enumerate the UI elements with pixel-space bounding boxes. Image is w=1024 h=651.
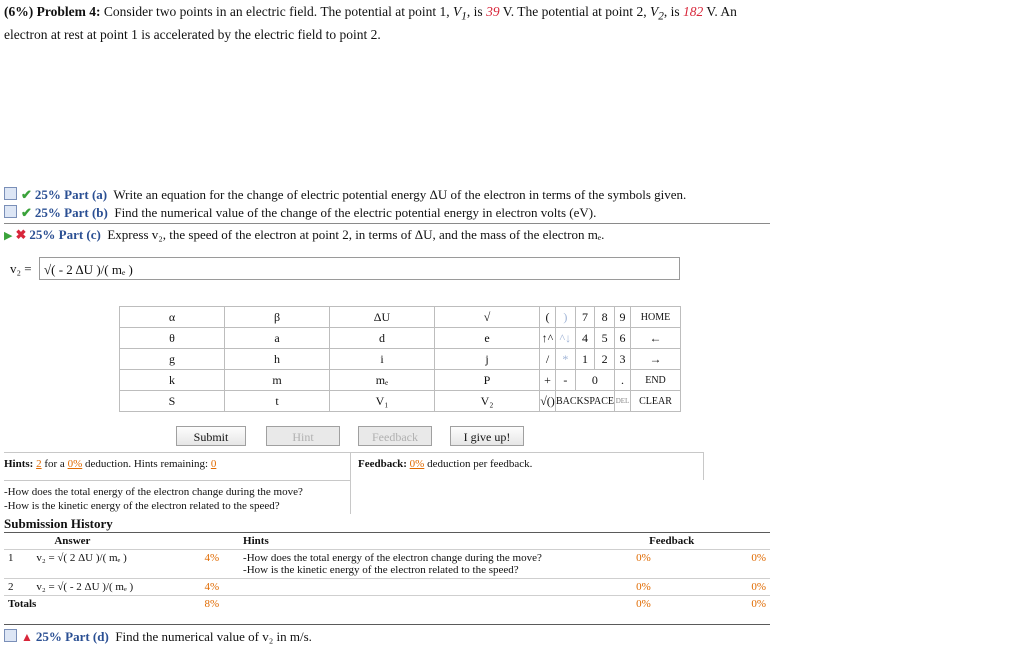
key-plus[interactable]: + xyxy=(540,370,556,391)
problem-text-1: Consider two points in an electric field. The potential at point 1, xyxy=(103,4,450,19)
key-g[interactable]: g xyxy=(120,349,225,370)
totals-hint-pct: 0% xyxy=(636,598,651,610)
history-fb-pct: 0% xyxy=(751,581,766,593)
submit-button[interactable]: Submit xyxy=(176,426,246,446)
key-v1[interactable]: V₁ xyxy=(330,391,435,412)
part-a-text: Write an equation for the change of electric potential energy ΔU of the electron in terms of the symbols given. xyxy=(113,187,687,202)
divider xyxy=(4,223,770,224)
part-c-text: Express v₂, the speed of the electron at point 2, in terms of ΔU, and the mass of the electron mₑ. xyxy=(107,227,605,242)
cross-icon: ✖ xyxy=(15,227,27,242)
hints-remaining: 0 xyxy=(210,458,217,470)
key-e[interactable]: e xyxy=(435,328,540,349)
key-multiply[interactable]: * xyxy=(556,349,576,370)
part-d-pct: 25% Part (d) xyxy=(35,629,109,644)
v1-value: 39 xyxy=(486,4,500,19)
hint-text-1: -How does the total energy of the electron change during the move? xyxy=(4,486,303,498)
key-s[interactable]: S xyxy=(120,391,225,412)
problem-text-2: , is xyxy=(466,4,483,19)
hint-text-2: -How is the kinetic energy of the electron related to the speed? xyxy=(4,500,280,512)
totals-row xyxy=(4,596,770,613)
problem-text-5: V. An electron at rest at point 1 is accelerated by the electric field to point 2. xyxy=(4,4,737,42)
part-b-text: Find the numerical value of the change of the electric potential energy in electron volts (eV). xyxy=(114,205,597,220)
history-answer: v₂ = √( - 2 ΔU )/( mₑ ) xyxy=(36,581,134,593)
problem-text-4: , is xyxy=(663,4,680,19)
key-7[interactable]: 7 xyxy=(575,307,595,328)
expand-icon[interactable] xyxy=(4,187,17,200)
key-alpha[interactable]: α xyxy=(120,307,225,328)
key-sqrt-paren[interactable]: √() xyxy=(540,391,556,412)
warning-icon: ▲ xyxy=(21,630,33,644)
key-clear[interactable]: CLEAR xyxy=(631,391,681,412)
history-fb-pct: 0% xyxy=(751,552,766,564)
history-hint-pct: 0% xyxy=(636,552,651,564)
key-p[interactable]: P xyxy=(435,370,540,391)
key-right-arrow[interactable]: → xyxy=(631,349,681,370)
key-divide[interactable]: / xyxy=(540,349,556,370)
divider xyxy=(4,480,350,481)
answer-input[interactable]: √( - 2 ΔU )/( mₑ ) xyxy=(39,257,680,280)
history-header-feedback: Feedback xyxy=(649,535,695,547)
hints-pct: 0% xyxy=(67,458,83,470)
give-up-button[interactable]: I give up! xyxy=(450,426,524,446)
key-theta[interactable]: θ xyxy=(120,328,225,349)
key-k[interactable]: k xyxy=(120,370,225,391)
history-hint-pct: 0% xyxy=(636,581,651,593)
problem-statement xyxy=(4,3,764,43)
history-answer: v₂ = √( 2 ΔU )/( mₑ ) xyxy=(36,552,127,564)
key-h[interactable]: h xyxy=(225,349,330,370)
key-delta-u[interactable]: ΔU xyxy=(330,307,435,328)
table-row: 2 v₂ = √( - 2 ΔU )/( mₑ ) 4% 0% 0% xyxy=(4,579,770,596)
key-j[interactable]: j xyxy=(435,349,540,370)
hint-button[interactable]: Hint xyxy=(266,426,340,446)
feedback-pct: 0% xyxy=(409,458,425,470)
v1-symbol: $V_1$ xyxy=(453,4,467,23)
key-d[interactable]: d xyxy=(330,328,435,349)
play-icon: ▶ xyxy=(4,230,13,242)
totals-pct: 8% xyxy=(204,598,220,610)
history-hints: -How does the total energy of the electron change during the move? -How is the kinetic energy of the electron related to the speed? xyxy=(243,552,542,576)
part-b-row[interactable] xyxy=(4,204,596,222)
key-del[interactable]: DEL xyxy=(615,391,631,412)
key-backspace[interactable]: BACKSPACE xyxy=(556,391,615,412)
table-row: 1 v₂ = √( 2 ΔU )/( mₑ ) 4% -How does the total energy of the electron change during the move? -How is the kinetic energy of the electron related to the speed? 0% 0% xyxy=(4,550,770,579)
history-header-hints: Hints xyxy=(243,535,269,547)
totals-label: Totals xyxy=(8,598,37,610)
key-6[interactable]: 6 xyxy=(615,328,631,349)
key-i[interactable]: i xyxy=(330,349,435,370)
key-superscript[interactable]: ↑^ xyxy=(540,328,556,349)
feedback-button[interactable]: Feedback xyxy=(358,426,432,446)
v2-symbol: $V_2$ xyxy=(649,4,664,23)
divider xyxy=(350,452,351,514)
history-pct: 4% xyxy=(204,552,220,564)
key-close-paren[interactable]: ) xyxy=(556,307,576,328)
divider xyxy=(4,624,770,625)
keypad xyxy=(119,306,681,412)
key-4[interactable]: 4 xyxy=(575,328,595,349)
collapse-icon[interactable] xyxy=(4,629,17,642)
feedback-summary: Feedback: 0% deduction per feedback. xyxy=(358,458,533,470)
part-c-pct: 25% Part (c) xyxy=(29,227,101,242)
history-table xyxy=(4,533,770,612)
key-9[interactable]: 9 xyxy=(615,307,631,328)
key-a[interactable]: a xyxy=(225,328,330,349)
key-v2[interactable]: V₂ xyxy=(435,391,540,412)
part-d-row[interactable] xyxy=(4,628,312,646)
history-header-answer: Answer xyxy=(54,535,91,547)
key-subscript[interactable]: ^↓ xyxy=(556,328,576,349)
key-1[interactable]: 1 xyxy=(575,349,595,370)
key-decimal[interactable]: . xyxy=(615,370,631,391)
key-t[interactable]: t xyxy=(225,391,330,412)
key-2[interactable]: 2 xyxy=(595,349,615,370)
part-a-pct: 25% Part (a) xyxy=(34,187,108,202)
key-m[interactable]: m xyxy=(225,370,330,391)
key-3[interactable]: 3 xyxy=(615,349,631,370)
key-minus[interactable]: - xyxy=(556,370,576,391)
checkmark-icon: ✔ xyxy=(21,187,32,202)
key-open-paren[interactable]: ( xyxy=(540,307,556,328)
expand-icon[interactable] xyxy=(4,205,17,218)
history-title: Submission History xyxy=(4,516,113,531)
part-b-pct: 25% Part (b) xyxy=(34,205,108,220)
divider xyxy=(4,452,704,453)
hints-count: 2 xyxy=(36,458,42,470)
key-8[interactable]: 8 xyxy=(595,307,615,328)
hints-summary: Hints: 2 for a 0% deduction. Hints remaining: 0 xyxy=(4,458,217,470)
problem-text-3: V. The potential at point 2, xyxy=(502,4,647,19)
answer-label: v₂ = xyxy=(10,261,32,276)
key-end[interactable]: END xyxy=(631,370,681,391)
history-pct: 4% xyxy=(204,581,220,593)
key-me[interactable]: mₑ xyxy=(330,370,435,391)
key-left-arrow[interactable]: ← xyxy=(631,328,681,349)
v2-value: 182 xyxy=(682,4,704,19)
part-c-row[interactable] xyxy=(4,226,604,244)
key-sqrt[interactable]: √ xyxy=(435,307,540,328)
part-d-text: Find the numerical value of v₂ in m/s. xyxy=(115,629,312,644)
key-beta[interactable]: β xyxy=(225,307,330,328)
checkmark-icon: ✔ xyxy=(21,205,32,220)
key-0[interactable]: 0 xyxy=(575,370,614,391)
key-5[interactable]: 5 xyxy=(595,328,615,349)
divider xyxy=(703,452,704,480)
problem-label: (6%) Problem 4: xyxy=(4,4,101,19)
part-a-row[interactable] xyxy=(4,186,686,204)
totals-fb-pct: 0% xyxy=(751,598,766,610)
key-home[interactable]: HOME xyxy=(631,307,681,328)
